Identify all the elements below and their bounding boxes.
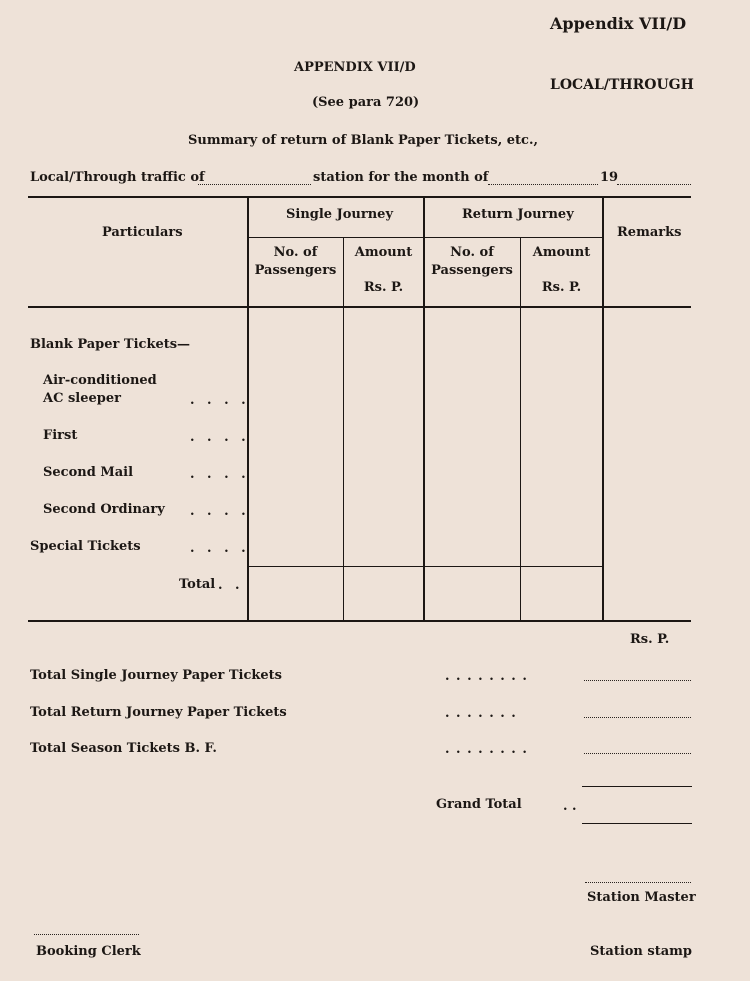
single-rs-p-label: Rs. P. [363,280,404,295]
group-heading-blank-paper: Blank Paper Tickets— [30,337,191,352]
summary-season-tickets-label: Total Season Tickets B. F. [30,741,217,756]
row-label-total: Total [179,577,216,592]
station-master-signature-line[interactable] [585,882,691,883]
grand-total-rule-top [582,786,692,787]
booking-clerk-label: Booking Clerk [36,944,141,959]
column-return-journey: Return Journey [462,207,574,222]
row-leader: . . . . [190,467,250,482]
traffic-station-blank[interactable] [198,184,311,185]
return-no-of-label: No. of [450,245,494,260]
row-label-special-tickets: Special Tickets [30,539,141,554]
return-rs-p-label: Rs. P. [541,280,582,295]
summary-leader: . . . . . . . [445,706,517,721]
return-passengers-label: Passengers [431,263,513,278]
station-month-label: station for the month of [313,170,489,185]
summary-rs-p-label: Rs. P. [630,632,670,647]
row-label-second-ordinary: Second Ordinary [43,502,165,517]
row-label-air-conditioned: Air-conditioned [43,373,157,388]
traffic-label: Local/Through traffic of [30,170,205,185]
row-label-second-mail: Second Mail [43,465,134,480]
row-label-ac-sleeper: AC sleeper [43,391,121,406]
corner-title: Appendix VII/D [550,14,687,33]
year-blank[interactable] [617,184,691,185]
summary-return-journey-label: Total Return Journey Paper Tickets [30,705,287,720]
corner-subtitle: LOCAL/THROUGH [550,77,694,93]
row-leader: . . . . [190,541,250,556]
column-single-journey: Single Journey [286,207,394,222]
grand-total-leader: . . [563,799,577,814]
summary-return-journey-blank[interactable] [584,717,691,718]
para-reference: (See para 720) [312,95,420,110]
month-blank[interactable] [488,184,598,185]
single-no-of-label: No. of [273,245,318,260]
total-leader: . . [218,578,244,593]
year-prefix: 19 [600,170,619,185]
row-label-first: First [43,428,78,443]
row-leader: . . . . [190,504,250,519]
page-title: APPENDIX VII/D [294,60,416,75]
single-amount-label: Amount [354,245,413,260]
station-stamp-label: Station stamp [590,944,693,959]
column-remarks: Remarks [617,225,682,240]
booking-clerk-signature-line[interactable] [34,934,139,935]
return-amount-label: Amount [532,245,591,260]
row-leader: . . . . [190,430,250,445]
summary-heading: Summary of return of Blank Paper Tickets, etc., [188,133,539,148]
station-master-label: Station Master [587,890,696,905]
summary-season-tickets-blank[interactable] [584,753,691,754]
single-passengers-label: Passengers [254,263,337,278]
summary-leader: . . . . . . . . [445,669,528,684]
grand-total-label: Grand Total [436,797,522,812]
summary-single-journey-blank[interactable] [584,680,691,681]
grand-total-rule-bottom [582,823,692,824]
column-particulars: Particulars [102,225,183,240]
row-leader: . . . . [190,393,250,408]
summary-single-journey-label: Total Single Journey Paper Tickets [30,668,282,683]
summary-leader: . . . . . . . . [445,742,528,757]
